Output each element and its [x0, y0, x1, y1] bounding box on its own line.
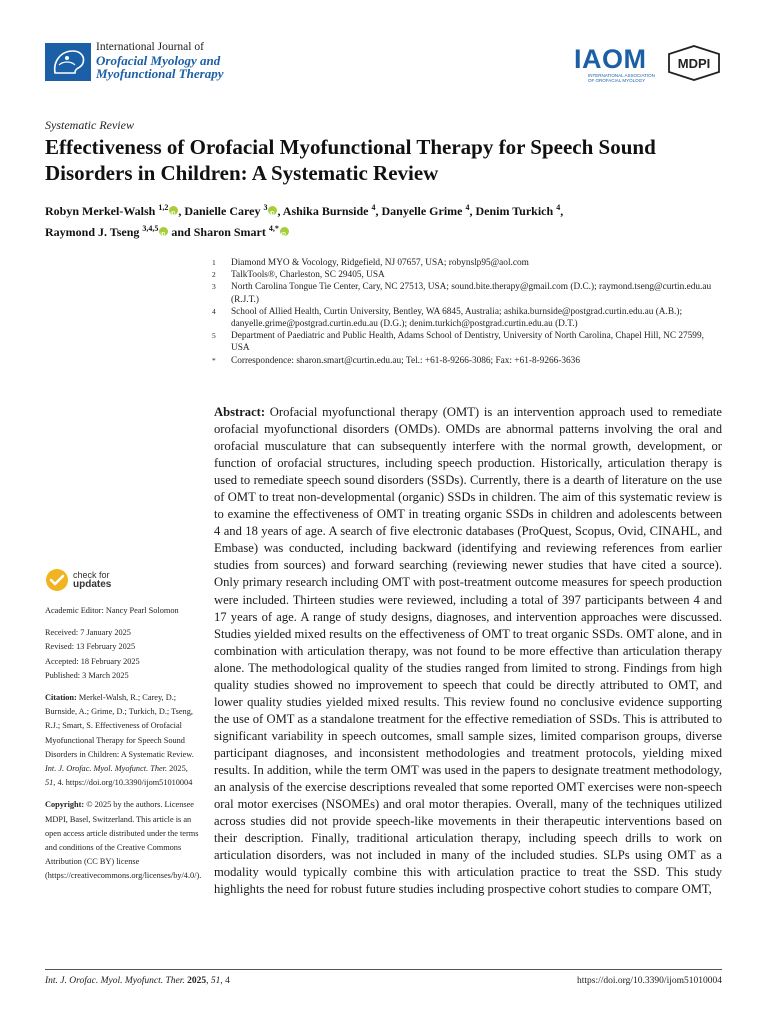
- academic-editor-label: Academic Editor:: [45, 606, 104, 615]
- iaom-logo: IAOM: [574, 44, 647, 74]
- revised-date: Revised: 13 February 2025: [45, 642, 136, 652]
- check-for-updates-icon: [45, 568, 69, 592]
- author-separator: ,: [375, 204, 382, 218]
- publication-dates: [45, 626, 200, 683]
- author-name: Sharon Smart: [193, 225, 269, 239]
- affiliation-number: 2: [212, 270, 216, 280]
- affiliation-number: 4: [212, 306, 216, 316]
- affiliations: [212, 257, 722, 367]
- author-name: Robyn Merkel-Walsh: [45, 204, 159, 218]
- affiliation-text: North Carolina Tongue Tie Center, Cary, NC 27513, USA; sound.bite.therapy@gmail.com (D.C.); raymond.tseng@curtin.edu.au (R.J.T.): [231, 282, 712, 305]
- accepted-date: Accepted: 18 February 2025: [45, 656, 140, 666]
- author-separator: ,: [560, 204, 564, 218]
- author-separator: ,: [178, 204, 185, 218]
- article-type: Systematic Review: [45, 118, 134, 132]
- author-affiliation-marker: 3: [263, 203, 268, 212]
- author-list: [45, 199, 735, 241]
- affiliation-item: [212, 269, 722, 281]
- affiliation-number: 5: [212, 331, 216, 341]
- check-for-updates-button[interactable]: [45, 568, 200, 592]
- author-affiliation-marker: 4: [465, 203, 470, 212]
- published-date: Published: 3 March 2025: [45, 670, 129, 680]
- affiliation-item: [212, 257, 722, 269]
- citation-label: Citation:: [45, 693, 77, 703]
- author-separator: and: [168, 225, 194, 239]
- copyright-text: © 2025 by the authors. Licensee MDPI, Basel, Switzerland. This article is an open access article distributed under the terms and conditions of the Creative Commons Attribution (CC BY) license (https://creativecommons.org/licenses/by/4.0/).: [45, 800, 202, 881]
- author: [382, 204, 476, 218]
- affiliation-text: Correspondence: sharon.smart@curtin.edu.au; Tel.: +61-8-9266-3086; Fax: +61-8-9266-3636: [231, 355, 580, 366]
- citation-text: Merkel-Walsh, R.; Carey, D.; Burnside, A.; Grime, D.; Turkich, D.; Tseng, R.J.; Smart, S. Effectiveness of Orofacial Myofunctional Therapy for Speech Sound Disorders in Children: A Systematic Review.: [45, 693, 194, 759]
- author: [45, 204, 184, 218]
- affiliation-number: 3: [212, 282, 216, 292]
- academic-editor: [45, 604, 200, 618]
- author-affiliation-marker: 4: [371, 203, 376, 212]
- affiliation-item: [212, 330, 722, 354]
- author-name: Ashika Burnside: [282, 204, 372, 218]
- citation-doi[interactable]: , 4. https://doi.org/10.3390/ijom51010004: [53, 778, 193, 788]
- mdpi-logo: [666, 45, 722, 81]
- received-date: Received: 7 January 2025: [45, 628, 131, 638]
- abstract-text: Orofacial myofunctional therapy (OMT) is an intervention approach used to remediate orofacial myofunctional disorders (OMDs). OMDs are abnormal patterns involving the oral and orofacial musculature that can subsequently interfere with the normal growth, development, or function of orofacial structures, including speech production. Historically, articulation therapy is used to remediate speech sound disorders (SSDs). Currently, there is a dearth of literature on the use of OMT to treat non-developmental (organic) SSDs in children. The aim of this systematic review is to examine the effectiveness of OMT in treating organic SSDs in children and adolescents between 4 and 18 years of age. A search of five electronic databases (ProQuest, Scopus, Ovid, CINAHL, and Embase) was conducted, including backward (identifying and reviewing references from earlier studies from sources) and forward searching (reviewing newer studies that have cited a source). Only primary research including OMT with post-treatment outcome measures for speech production were included. Thirteen studies were reviewed, including a total of 397 participants between 4 and 17 years of age. A range of study designs, diagnoses, and intervention approaches were discussed. Studies yielded mixed results on the effectiveness of OMT to treat organic SSDs. OMT alone, and in combination with articulation therapy, was not found to be more effective than articulation therapy alone. The methodological quality of the studies ranged from limited to strong. Findings from high quality studies showed no improvement to speech that could be directly attributed to OMT, and lower quality studies yielded mixed results. This review found no conclusive evidence supporting the use of OMT as a standalone treatment for the effective remediation of SSDs. This is attributed to significant variability in speech outcomes, small sample sizes, limited comparison groups, diverse participant diagnoses, and inconsistent methodologies and treatment protocols, yielding mixed results. In addition, while the term OMT was used in the papers to designate treatment methodology, an analysis of the exercise descriptions revealed that some reported OMT exercises were non-speech oral motor exercises (NSOMEs) and oral motor therapies. Overall, many of the techniques utilized across studies did not provide speech-like movements in their therapeutic interventions based on their description. Finally, traditional articulation therapy, including speech drills to work on articulation disorders, was not included in many of the included studies. SLPs using OMT as a modality would typically combine this with articulation practice to treat the SSD. This study highlights the need for robust future studies including prospective cohort studies to compare OMT,: [214, 405, 722, 897]
- author: [184, 204, 282, 218]
- copyright-label: Copyright:: [45, 800, 85, 810]
- article-title: Effectiveness of Orofacial Myofunctional Therapy for Speech Sound Disorders in Children: A Systematic Review: [45, 135, 656, 185]
- author-affiliation-marker: 4: [556, 203, 561, 212]
- journal-name-line3: Myofunctional Therapy: [96, 66, 224, 81]
- author-name: Danyelle Grime: [381, 204, 466, 218]
- author: [283, 204, 382, 218]
- footer-page: , 4: [220, 976, 230, 986]
- affiliation-item: [212, 306, 722, 330]
- author-affiliation-marker: 3,4,5: [142, 224, 159, 233]
- affiliation-text: Diamond MYO & Vocology, Ridgefield, NJ 07657, USA; robynslp95@aol.com: [231, 258, 529, 268]
- author-name: Danielle Carey: [184, 204, 264, 218]
- article-info-sidebar: [45, 568, 200, 892]
- citation-journal: Int. J. Orofac. Myol. Myofunct. Ther.: [45, 764, 168, 774]
- footer-year: 2025: [187, 976, 207, 986]
- copyright: [45, 798, 200, 883]
- footer-divider: [45, 969, 722, 970]
- footer-doi-link[interactable]: https://doi.org/10.3390/ijom51010004: [577, 976, 722, 986]
- iaom-logo-subtitle: INTERNATIONAL ASSOCIATION OF OROFACIAL MYOLOGY: [588, 73, 655, 83]
- check-for-updates-line1: check for: [73, 570, 110, 580]
- academic-editor-name: Nancy Pearl Solomon: [105, 606, 179, 615]
- journal-name-line2: Orofacial Myology and: [96, 53, 221, 68]
- abstract-label: Abstract:: [214, 405, 266, 419]
- affiliation-text: School of Allied Health, Curtin University, Bentley, WA 6845, Australia; ashika.burnside@postgrad.curtin.edu.au (A.B.); danyelle.grime@postgrad.curtin.edu.au (D.G.); denim.turkich@postgrad.curtin.edu.au (D.T.): [231, 306, 683, 330]
- citation-year: 2025: [169, 764, 186, 774]
- author-affiliation-marker: 1,2: [158, 203, 169, 212]
- author-affiliation-marker: 4,*: [268, 224, 279, 233]
- journal-logo: [45, 43, 91, 81]
- author: [475, 204, 563, 218]
- citation-volume: 51: [45, 778, 54, 788]
- journal-name: [96, 41, 316, 80]
- affiliation-text: TalkTools®, Charleston, SC 29405, USA: [231, 270, 385, 281]
- affiliation-number: 1: [212, 258, 216, 267]
- author: [194, 225, 289, 239]
- journal-name-line1: International Journal of: [96, 41, 204, 53]
- author-name: Raymond J. Tseng: [45, 225, 143, 239]
- orcid-icon[interactable]: [169, 206, 178, 215]
- affiliation-item: [212, 355, 722, 367]
- author-separator: ,: [277, 204, 283, 218]
- author-name: Denim Turkich: [475, 204, 557, 218]
- abstract: [214, 404, 722, 898]
- svg-text:MDPI: MDPI: [677, 56, 711, 71]
- citation: Citation: Merkel-Walsh, R.; Carey, D.; Burnside, A.; Grime, D.; Turkich, D.; Tseng, R.J.; Smart, S. Effectiveness of Orofacial Myofunctional Therapy for Speech Sound Disorders in Children: A Systematic Review. Int. J. Orofac. Myol. Myofunct. Ther. 2025, 51, 4. https://doi.org/10.3390/ijom51010004: [45, 693, 194, 788]
- affiliation-text: Department of Paediatric and Public Health, Adams School of Dentistry, University of North Carolina, Chapel Hill, NC 27599, USA: [231, 331, 704, 354]
- check-for-updates-line2: updates: [73, 579, 112, 590]
- footer-citation: Int. J. Orofac. Myol. Myofunct. Ther. 2025, 51, 4: [45, 976, 230, 986]
- affiliation-item: [212, 281, 722, 305]
- orcid-icon[interactable]: [280, 227, 289, 236]
- footer-journal: Int. J. Orofac. Myol. Myofunct. Ther.: [45, 976, 185, 986]
- affiliation-number: *: [212, 355, 216, 365]
- footer-volume: 51: [210, 976, 221, 986]
- author-separator: ,: [469, 204, 476, 218]
- author: [45, 225, 194, 239]
